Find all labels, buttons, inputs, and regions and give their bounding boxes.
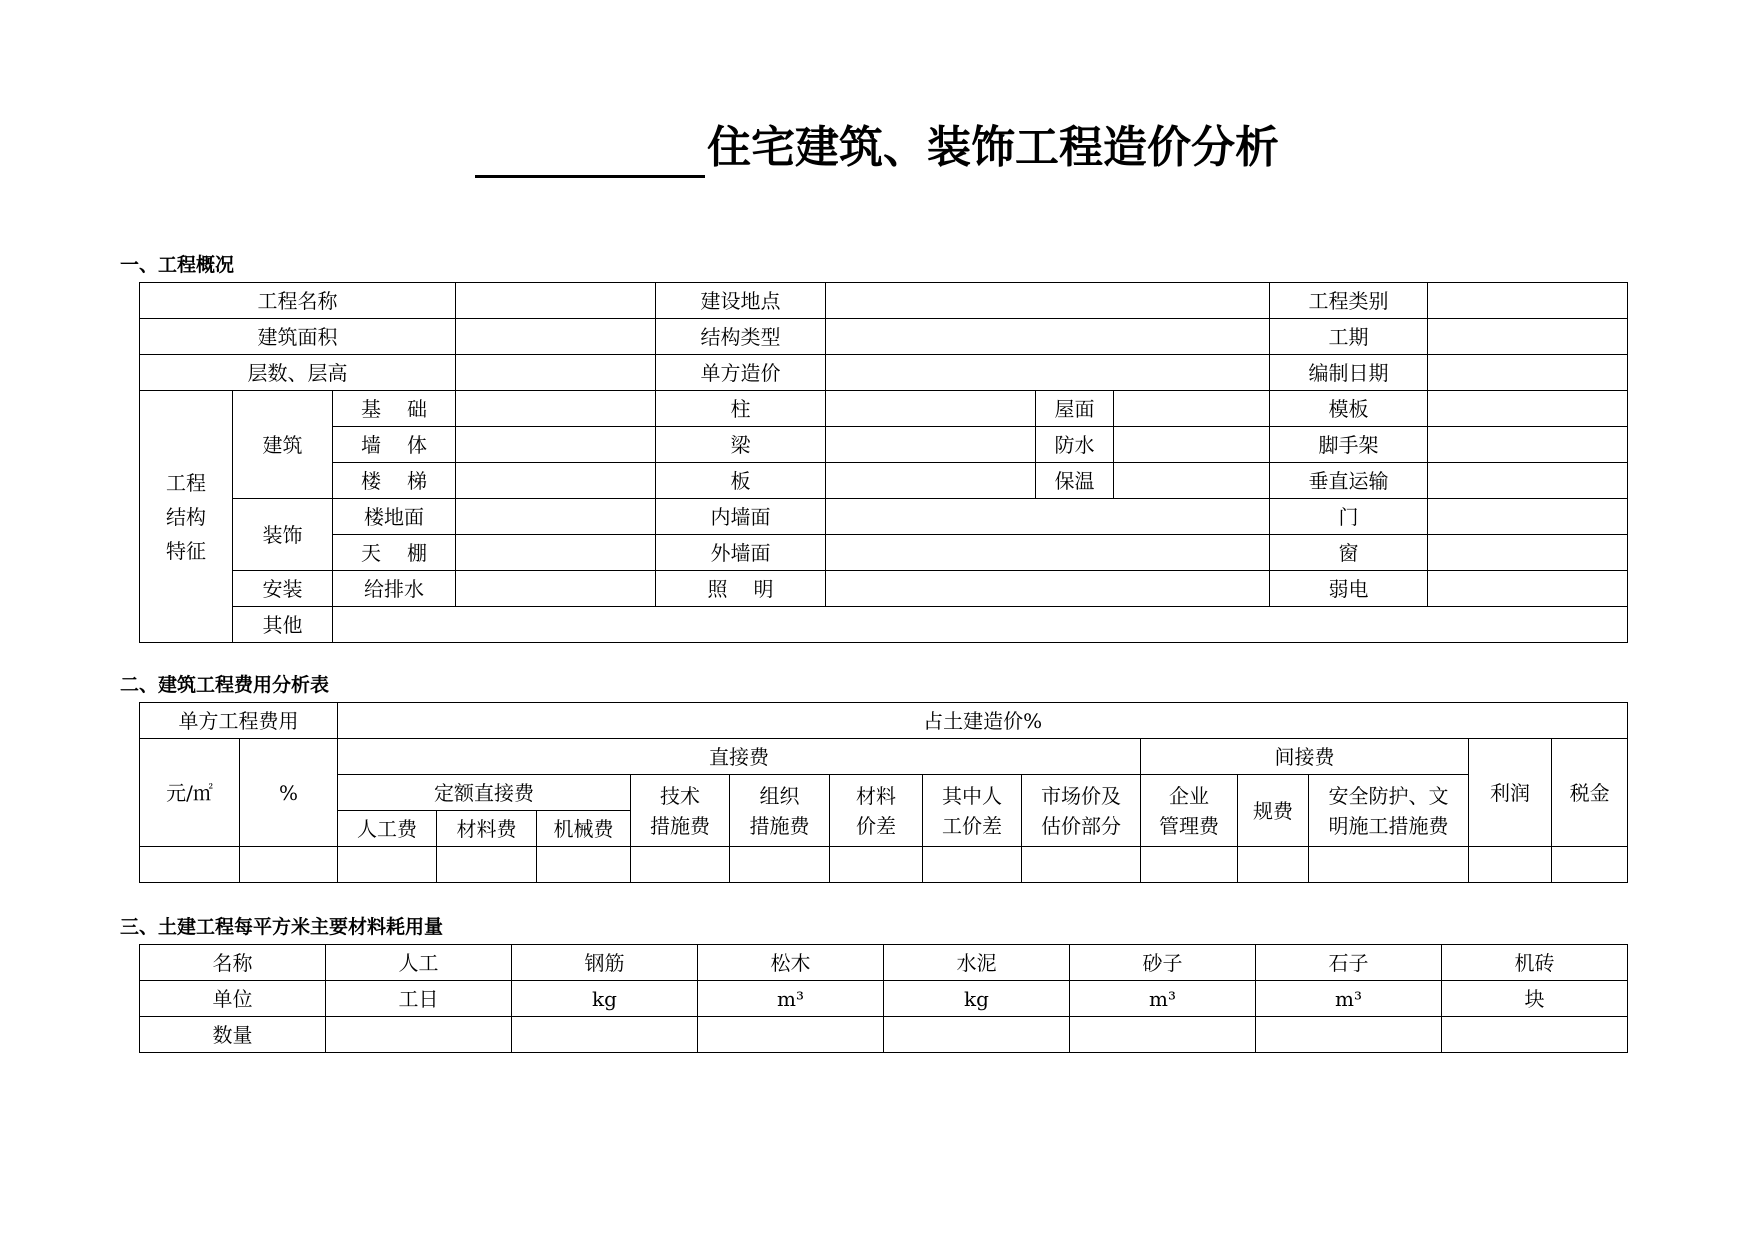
input-area[interactable] <box>456 319 656 355</box>
section-3-heading: 三、土建工程每平方米主要材料耗用量 <box>120 916 444 938</box>
table-row <box>140 571 1628 607</box>
material-unit: m³ <box>1256 981 1442 1017</box>
input-unit-cost[interactable] <box>826 355 1270 391</box>
label-area: 建筑面积 <box>140 319 456 355</box>
header-unit-cost: 单方工程费用 <box>140 703 338 739</box>
input-lighting[interactable] <box>826 571 1270 607</box>
table-row <box>140 775 1628 811</box>
header-labor: 人工费 <box>338 811 437 847</box>
input-quantity[interactable] <box>1070 1017 1256 1053</box>
input-project-name[interactable] <box>456 283 656 319</box>
material-unit: 工日 <box>326 981 512 1017</box>
table-row <box>140 945 1628 981</box>
input-column[interactable] <box>826 391 1036 427</box>
input-outer-wall[interactable] <box>826 535 1270 571</box>
table-row <box>140 391 1628 427</box>
label-other: 其他 <box>233 607 333 643</box>
label-ceiling: 天棚 <box>333 535 456 571</box>
input-plumbing[interactable] <box>456 571 656 607</box>
input-cell[interactable] <box>830 847 923 883</box>
label-wall: 墙体 <box>333 427 456 463</box>
input-cell[interactable] <box>923 847 1022 883</box>
input-cell[interactable] <box>1309 847 1469 883</box>
section-1-heading: 一、工程概况 <box>120 254 235 276</box>
header-direct: 直接费 <box>338 739 1141 775</box>
header-fees: 规费 <box>1238 775 1309 847</box>
input-insulation[interactable] <box>1114 463 1270 499</box>
input-floors[interactable] <box>456 355 656 391</box>
input-quantity[interactable] <box>698 1017 884 1053</box>
input-floor-finish[interactable] <box>456 499 656 535</box>
input-waterproof[interactable] <box>1114 427 1270 463</box>
table-row <box>140 499 1628 535</box>
input-cell[interactable] <box>730 847 830 883</box>
input-inner-wall[interactable] <box>826 499 1270 535</box>
material-header: 水泥 <box>884 945 1070 981</box>
table-row <box>140 607 1628 643</box>
label-beam: 梁 <box>656 427 826 463</box>
material-header: 机砖 <box>1442 945 1628 981</box>
title-blank-line[interactable] <box>475 127 705 178</box>
label-vertical: 垂直运输 <box>1270 463 1428 499</box>
table-row <box>140 283 1628 319</box>
label-roof: 屋面 <box>1036 391 1114 427</box>
label-quantity: 数量 <box>140 1017 326 1053</box>
label-building: 建筑 <box>233 391 333 499</box>
header-market: 市场价及 估价部分 <box>1022 775 1141 847</box>
label-foundation: 基础 <box>333 391 456 427</box>
input-quantity[interactable] <box>1256 1017 1442 1053</box>
input-cell[interactable] <box>140 847 240 883</box>
header-percent: % <box>240 739 338 847</box>
label-inner-wall: 内墙面 <box>656 499 826 535</box>
materials-table <box>139 944 1628 1053</box>
material-header: 松木 <box>698 945 884 981</box>
input-stairs[interactable] <box>456 463 656 499</box>
input-other[interactable] <box>333 607 1628 643</box>
label-unit: 单位 <box>140 981 326 1017</box>
input-quantity[interactable] <box>884 1017 1070 1053</box>
input-cell[interactable] <box>1469 847 1552 883</box>
label-plumbing: 给排水 <box>333 571 456 607</box>
input-structure-type[interactable] <box>826 319 1270 355</box>
material-unit: kg <box>884 981 1070 1017</box>
label-project-name: 工程名称 <box>140 283 456 319</box>
label-location: 建设地点 <box>656 283 826 319</box>
input-slab[interactable] <box>826 463 1036 499</box>
input-window[interactable] <box>1428 535 1628 571</box>
label-lighting: 照明 <box>656 571 826 607</box>
label-structure-type: 结构类型 <box>656 319 826 355</box>
material-header: 钢筋 <box>512 945 698 981</box>
input-cell[interactable] <box>338 847 437 883</box>
input-wall[interactable] <box>456 427 656 463</box>
material-unit: m³ <box>1070 981 1256 1017</box>
input-cell[interactable] <box>1552 847 1628 883</box>
input-door[interactable] <box>1428 499 1628 535</box>
material-unit: 块 <box>1442 981 1628 1017</box>
section-2-heading: 二、建筑工程费用分析表 <box>120 674 330 696</box>
label-duration: 工期 <box>1270 319 1428 355</box>
label-insulation: 保温 <box>1036 463 1114 499</box>
header-quota-direct: 定额直接费 <box>338 775 631 811</box>
header-labor-diff: 其中人 工价差 <box>923 775 1022 847</box>
label-window: 窗 <box>1270 535 1428 571</box>
table-row <box>140 1017 1628 1053</box>
input-weak-current[interactable] <box>1428 571 1628 607</box>
input-roof[interactable] <box>1114 391 1270 427</box>
label-install: 安装 <box>233 571 333 607</box>
table-row <box>140 463 1628 499</box>
table-row <box>140 319 1628 355</box>
input-cell[interactable] <box>437 847 537 883</box>
label-weak-current: 弱电 <box>1270 571 1428 607</box>
input-beam[interactable] <box>826 427 1036 463</box>
label-date: 编制日期 <box>1270 355 1428 391</box>
material-header: 人工 <box>326 945 512 981</box>
input-cell[interactable] <box>537 847 631 883</box>
label-category: 工程类别 <box>1270 283 1428 319</box>
input-location[interactable] <box>826 283 1270 319</box>
table-row <box>140 355 1628 391</box>
header-material-diff: 材料 价差 <box>830 775 923 847</box>
input-duration[interactable] <box>1428 319 1628 355</box>
input-foundation[interactable] <box>456 391 656 427</box>
header-indirect: 间接费 <box>1141 739 1469 775</box>
label-stairs: 楼梯 <box>333 463 456 499</box>
material-header: 砂子 <box>1070 945 1256 981</box>
input-scaffold[interactable] <box>1428 427 1628 463</box>
label-floor-finish: 楼地面 <box>333 499 456 535</box>
label-unit-cost: 单方造价 <box>656 355 826 391</box>
table-row <box>140 535 1628 571</box>
title-text: 住宅建筑、装饰工程造价分析 <box>707 122 1279 173</box>
input-cell[interactable] <box>1141 847 1238 883</box>
material-unit: m³ <box>698 981 884 1017</box>
table-row <box>140 739 1628 775</box>
table-row <box>140 981 1628 1017</box>
input-cell[interactable] <box>1238 847 1309 883</box>
input-quantity[interactable] <box>512 1017 698 1053</box>
input-quantity[interactable] <box>326 1017 512 1053</box>
table-row <box>140 427 1628 463</box>
input-ceiling[interactable] <box>456 535 656 571</box>
input-cell[interactable] <box>631 847 730 883</box>
label-scaffold: 脚手架 <box>1270 427 1428 463</box>
header-material: 材料费 <box>437 811 537 847</box>
label-decoration: 装饰 <box>233 499 333 571</box>
header-profit: 利润 <box>1469 739 1552 847</box>
cost-analysis-table <box>139 702 1628 883</box>
header-mgmt: 企业 管理费 <box>1141 775 1238 847</box>
input-quantity[interactable] <box>1442 1017 1628 1053</box>
label-slab: 板 <box>656 463 826 499</box>
label-name: 名称 <box>140 945 326 981</box>
overview-table <box>139 282 1628 643</box>
label-floors: 层数、层高 <box>140 355 456 391</box>
header-tech: 技术 措施费 <box>631 775 730 847</box>
table-row <box>140 847 1628 883</box>
input-formwork[interactable] <box>1428 391 1628 427</box>
label-waterproof: 防水 <box>1036 427 1114 463</box>
material-unit: kg <box>512 981 698 1017</box>
header-machine: 机械费 <box>537 811 631 847</box>
input-category[interactable] <box>1428 283 1628 319</box>
input-cell[interactable] <box>240 847 338 883</box>
label-outer-wall: 外墙面 <box>656 535 826 571</box>
input-vertical[interactable] <box>1428 463 1628 499</box>
material-header: 石子 <box>1256 945 1442 981</box>
label-formwork: 模板 <box>1270 391 1428 427</box>
header-share: 占土建造价% <box>338 703 1628 739</box>
label-features: 工程结构特征 <box>140 391 233 643</box>
page-title <box>0 118 1754 178</box>
label-door: 门 <box>1270 499 1428 535</box>
header-safety: 安全防护、文 明施工措施费 <box>1309 775 1469 847</box>
header-yuan: 元/㎡ <box>140 739 240 847</box>
input-date[interactable] <box>1428 355 1628 391</box>
label-column: 柱 <box>656 391 826 427</box>
header-org: 组织 措施费 <box>730 775 830 847</box>
input-cell[interactable] <box>1022 847 1141 883</box>
header-tax: 税金 <box>1552 739 1628 847</box>
table-row <box>140 703 1628 739</box>
